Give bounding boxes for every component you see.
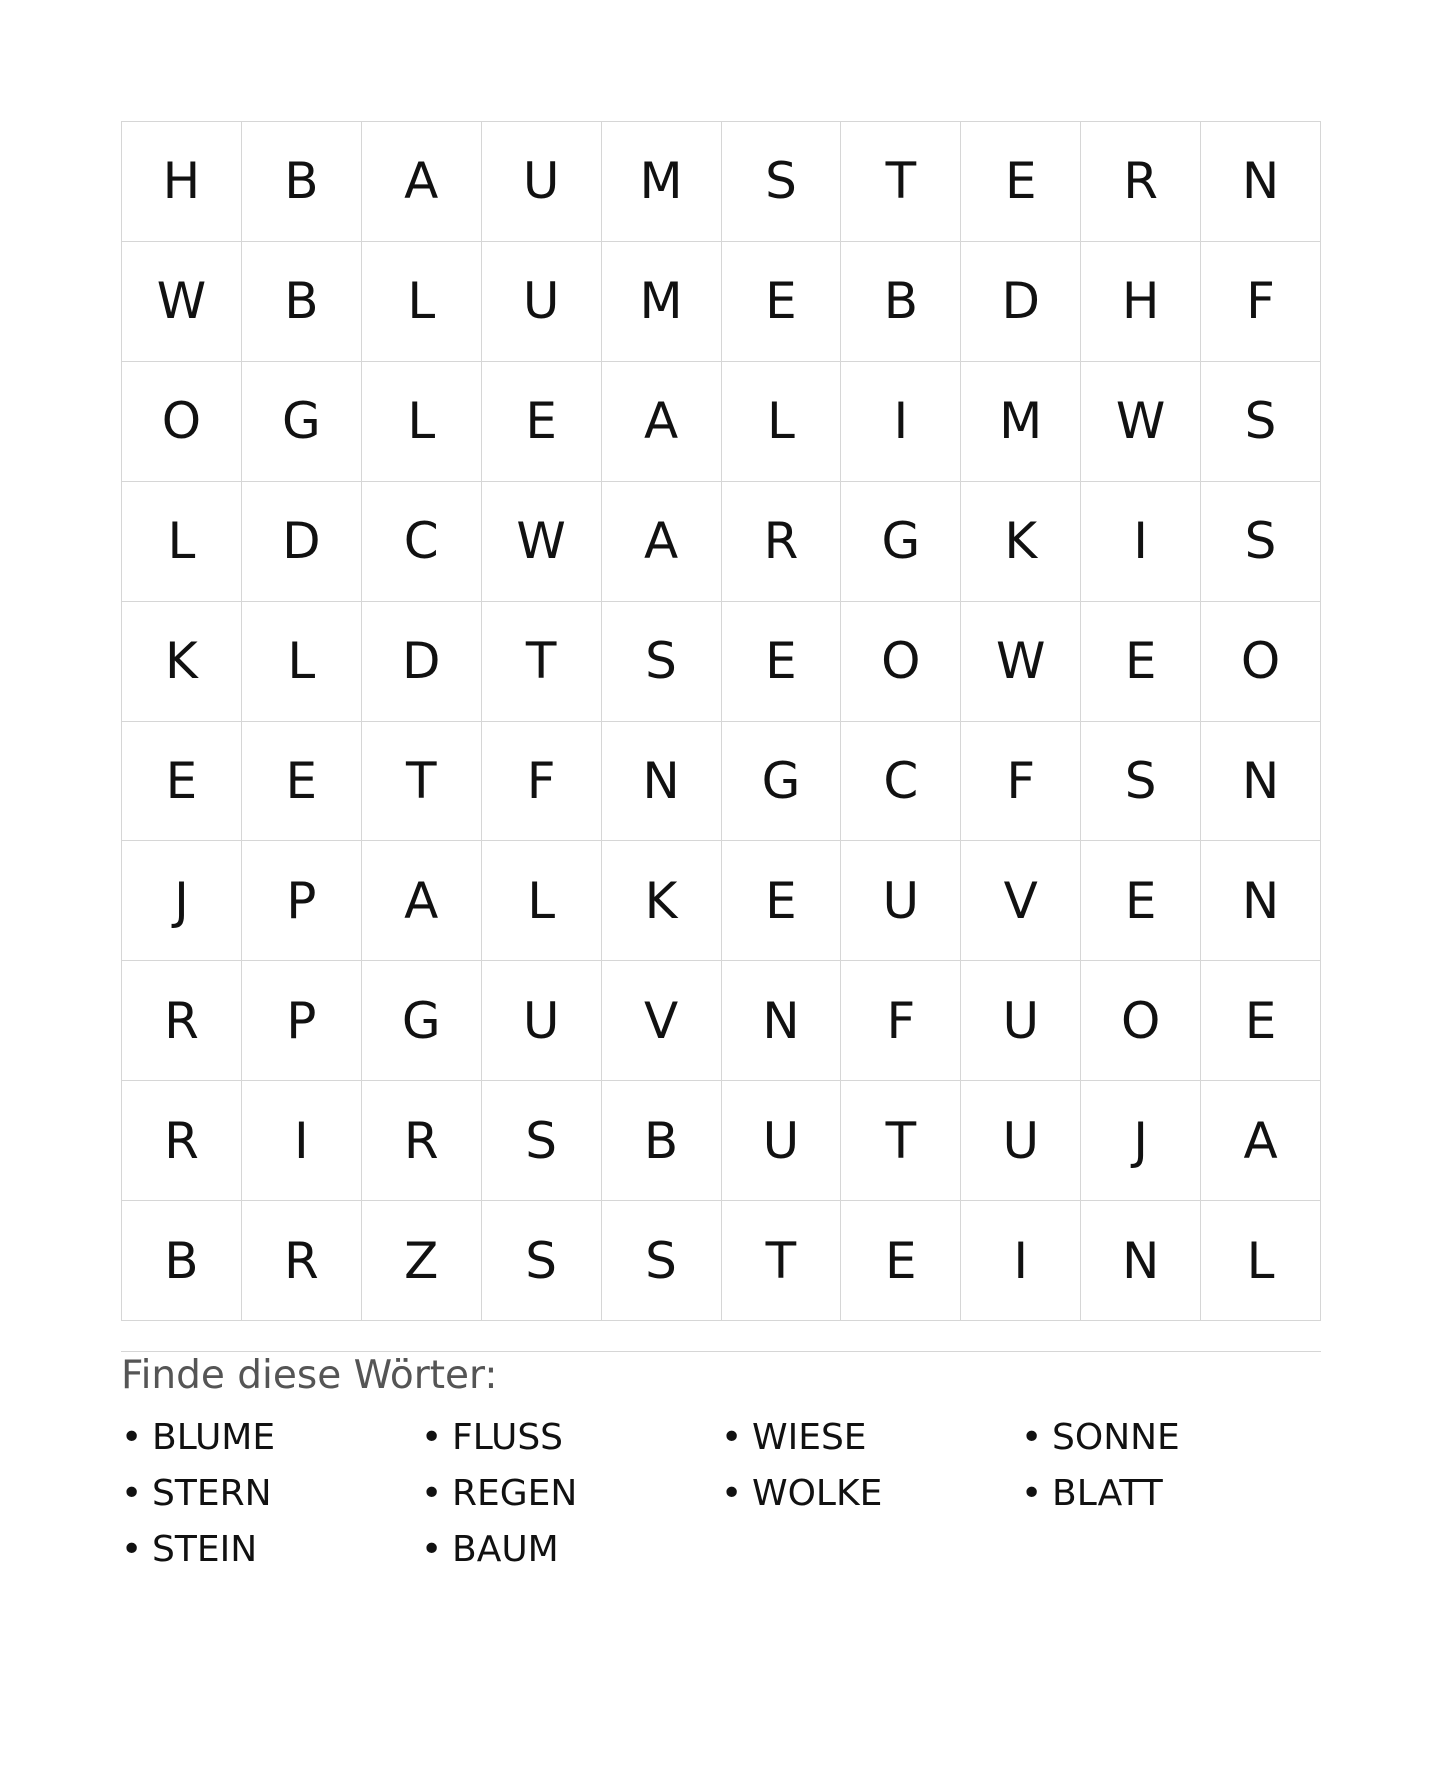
word-item: [421, 1466, 721, 1522]
grid-cell[interactable]: E: [242, 722, 362, 842]
grid-cell[interactable]: S: [722, 122, 842, 242]
grid-cell[interactable]: Z: [362, 1201, 482, 1321]
bullet-icon: •: [421, 1473, 443, 1514]
grid-cell[interactable]: E: [722, 841, 842, 961]
grid-cell[interactable]: L: [362, 242, 482, 362]
grid-cell[interactable]: W: [482, 482, 602, 602]
grid-cell[interactable]: M: [602, 242, 722, 362]
grid-cell[interactable]: I: [1081, 482, 1201, 602]
grid-cell[interactable]: I: [841, 362, 961, 482]
grid-cell[interactable]: R: [362, 1081, 482, 1201]
grid-cell[interactable]: F: [961, 722, 1081, 842]
grid-cell[interactable]: B: [841, 242, 961, 362]
grid-cell[interactable]: F: [482, 722, 602, 842]
grid-cell[interactable]: W: [1081, 362, 1201, 482]
bullet-icon: •: [121, 1473, 143, 1514]
word-item: [721, 1466, 1021, 1522]
grid-cell[interactable]: P: [242, 961, 362, 1081]
grid-cell[interactable]: G: [722, 722, 842, 842]
word-item: [121, 1466, 421, 1522]
word-label: WIESE: [752, 1417, 867, 1458]
grid-cell[interactable]: D: [242, 482, 362, 602]
bullet-icon: •: [1021, 1417, 1043, 1458]
grid-cell[interactable]: B: [242, 242, 362, 362]
grid-cell[interactable]: L: [722, 362, 842, 482]
bullet-icon: •: [421, 1417, 443, 1458]
grid-cell[interactable]: I: [961, 1201, 1081, 1321]
grid-cell[interactable]: C: [841, 722, 961, 842]
grid-cell[interactable]: R: [242, 1201, 362, 1321]
bullet-icon: •: [721, 1417, 743, 1458]
bullet-icon: •: [721, 1473, 743, 1514]
grid-cell[interactable]: E: [961, 122, 1081, 242]
grid-cell[interactable]: T: [841, 122, 961, 242]
grid-cell[interactable]: U: [961, 1081, 1081, 1201]
word-item: [721, 1410, 1021, 1466]
grid-cell[interactable]: B: [242, 122, 362, 242]
grid-cell[interactable]: V: [602, 961, 722, 1081]
grid-cell[interactable]: W: [961, 602, 1081, 722]
grid-cell[interactable]: G: [242, 362, 362, 482]
grid-cell[interactable]: O: [1201, 602, 1321, 722]
grid-cell[interactable]: S: [482, 1201, 602, 1321]
grid-cell[interactable]: L: [482, 841, 602, 961]
grid-cell[interactable]: F: [1201, 242, 1321, 362]
grid-cell[interactable]: U: [961, 961, 1081, 1081]
grid-cell[interactable]: I: [242, 1081, 362, 1201]
grid-cell[interactable]: O: [841, 602, 961, 722]
bullet-icon: •: [1021, 1473, 1043, 1514]
grid-cell[interactable]: L: [122, 482, 242, 602]
grid-cell[interactable]: U: [482, 242, 602, 362]
grid-cell[interactable]: G: [362, 961, 482, 1081]
grid-cell[interactable]: L: [362, 362, 482, 482]
grid-cell[interactable]: L: [242, 602, 362, 722]
grid-cell[interactable]: U: [841, 841, 961, 961]
word-label: STEIN: [152, 1529, 258, 1570]
grid-cell[interactable]: N: [1201, 841, 1321, 961]
grid-cell[interactable]: E: [122, 722, 242, 842]
grid-cell[interactable]: R: [722, 482, 842, 602]
word-label: BAUM: [452, 1529, 559, 1570]
grid-cell[interactable]: S: [1201, 362, 1321, 482]
grid-cell[interactable]: A: [1201, 1081, 1321, 1201]
grid-cell[interactable]: T: [841, 1081, 961, 1201]
grid-cell[interactable]: M: [961, 362, 1081, 482]
grid-cell[interactable]: M: [602, 122, 722, 242]
word-label: REGEN: [452, 1473, 578, 1514]
word-label: WOLKE: [752, 1473, 883, 1514]
grid-cell[interactable]: R: [122, 1081, 242, 1201]
grid-cell[interactable]: N: [1201, 122, 1321, 242]
grid-cell[interactable]: N: [1201, 722, 1321, 842]
grid-cell[interactable]: U: [482, 961, 602, 1081]
grid-cell[interactable]: B: [602, 1081, 722, 1201]
grid-cell[interactable]: D: [961, 242, 1081, 362]
grid-cell[interactable]: T: [482, 602, 602, 722]
word-label: SONNE: [1052, 1417, 1180, 1458]
grid-cell[interactable]: A: [362, 841, 482, 961]
grid-cell[interactable]: D: [362, 602, 482, 722]
grid-cell[interactable]: G: [841, 482, 961, 602]
grid-cell[interactable]: N: [602, 722, 722, 842]
grid-cell[interactable]: S: [482, 1081, 602, 1201]
word-item: [1021, 1466, 1321, 1522]
grid-cell[interactable]: E: [1201, 961, 1321, 1081]
bullet-icon: •: [421, 1529, 443, 1570]
grid-cell[interactable]: E: [1081, 602, 1201, 722]
word-label: FLUSS: [452, 1417, 564, 1458]
bullet-icon: •: [121, 1529, 143, 1570]
letter-grid: [121, 121, 1321, 1321]
grid-cell[interactable]: P: [242, 841, 362, 961]
grid-cell[interactable]: R: [122, 961, 242, 1081]
grid-cell[interactable]: E: [722, 602, 842, 722]
grid-cell[interactable]: H: [1081, 242, 1201, 362]
grid-cell[interactable]: N: [1081, 1201, 1201, 1321]
grid-cell[interactable]: E: [1081, 841, 1201, 961]
grid-cell[interactable]: K: [961, 482, 1081, 602]
word-label: BLUME: [152, 1417, 276, 1458]
grid-cell[interactable]: B: [122, 1201, 242, 1321]
grid-cell[interactable]: T: [722, 1201, 842, 1321]
grid-cell[interactable]: S: [1081, 722, 1201, 842]
grid-cell[interactable]: S: [602, 602, 722, 722]
word-item: [421, 1522, 721, 1578]
word-item: [121, 1410, 421, 1466]
word-list-heading: Finde diese Wörter:: [121, 1353, 498, 1398]
grid-cell[interactable]: J: [122, 841, 242, 961]
grid-cell[interactable]: C: [362, 482, 482, 602]
grid-cell[interactable]: A: [362, 122, 482, 242]
word-list: [121, 1410, 1321, 1578]
grid-cell[interactable]: H: [122, 122, 242, 242]
word-item: [121, 1522, 421, 1578]
grid-cell[interactable]: K: [602, 841, 722, 961]
grid-cell[interactable]: T: [362, 722, 482, 842]
grid-cell[interactable]: K: [122, 602, 242, 722]
grid-cell[interactable]: E: [482, 362, 602, 482]
grid-cell[interactable]: A: [602, 362, 722, 482]
word-label: BLATT: [1052, 1473, 1163, 1514]
grid-cell[interactable]: E: [841, 1201, 961, 1321]
bullet-icon: •: [121, 1417, 143, 1458]
grid-cell[interactable]: U: [482, 122, 602, 242]
grid-cell[interactable]: W: [122, 242, 242, 362]
grid-cell[interactable]: A: [602, 482, 722, 602]
grid-cell[interactable]: N: [722, 961, 842, 1081]
grid-cell[interactable]: L: [1201, 1201, 1321, 1321]
grid-cell[interactable]: F: [841, 961, 961, 1081]
grid-cell[interactable]: S: [1201, 482, 1321, 602]
word-item: [421, 1410, 721, 1466]
grid-cell[interactable]: R: [1081, 122, 1201, 242]
word-item: [1021, 1410, 1321, 1466]
grid-cell[interactable]: V: [961, 841, 1081, 961]
grid-cell[interactable]: U: [722, 1081, 842, 1201]
grid-cell[interactable]: O: [122, 362, 242, 482]
grid-cell[interactable]: J: [1081, 1081, 1201, 1201]
word-label: STERN: [152, 1473, 272, 1514]
grid-cell[interactable]: E: [722, 242, 842, 362]
grid-cell[interactable]: O: [1081, 961, 1201, 1081]
grid-cell[interactable]: S: [602, 1201, 722, 1321]
